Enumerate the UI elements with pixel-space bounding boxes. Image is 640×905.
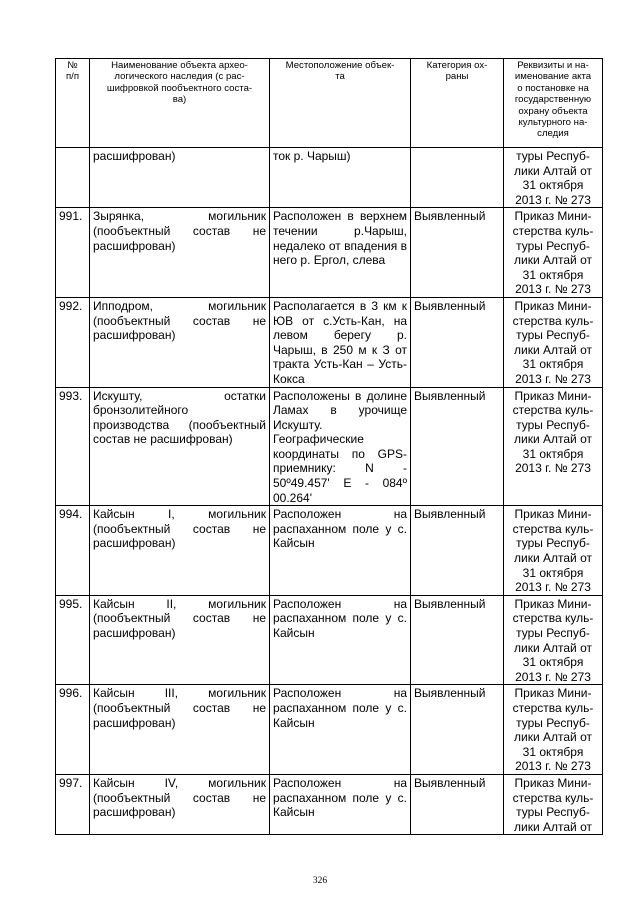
row-object-name: Кайсын IV, могильник (пообъектный состав не расшифрован): [90, 774, 270, 834]
header-number: № п/п: [56, 59, 90, 148]
row-requisites: Приказ Мини- стерства куль- туры Респуб- лики Алтай от: [504, 774, 603, 834]
row-location: ток р. Чарыш): [270, 148, 411, 208]
row-number: [56, 148, 90, 208]
row-location: Расположен на распаханном поле у с. Кайсын: [270, 595, 411, 685]
row-location: Расположены в долине Ламах в урочище Искушту. Географические координаты по GPS-приемнику: N - 50º49.457' E - 084º 00.264': [270, 387, 411, 506]
table-row: [56, 774, 603, 834]
row-object-name: Зырянка, могильник (пообъектный состав не расшифрован): [90, 208, 270, 298]
row-category: Выявленный: [411, 387, 504, 506]
row-location: Расположен в верхнем течении р.Чарыш, недалеко от впадения в него р. Ергол, слева: [270, 208, 411, 298]
table-row: [56, 208, 603, 298]
row-number: 992.: [56, 297, 90, 387]
row-number: 996.: [56, 685, 90, 775]
row-location: Расположен на распаханном поле у с. Кайсын: [270, 685, 411, 775]
row-object-name: Кайсын I, могильник (пообъектный состав не расшифрован): [90, 506, 270, 596]
table-body: [56, 148, 603, 835]
row-object-name: расшифрован): [90, 148, 270, 208]
table-row: [56, 387, 603, 506]
heritage-registry-table: [55, 58, 603, 835]
continuation-row: [56, 148, 603, 208]
header-requisites: Реквизиты и на- именование акта о постановке на государственную охрану объекта культурного на- следия: [504, 59, 603, 148]
row-category: Выявленный: [411, 774, 504, 834]
row-requisites: Приказ Мини- стерства куль- туры Респуб- лики Алтай от 31 октября 2013 г. № 273: [504, 685, 603, 775]
row-location: Расположен на распаханном поле у с. Кайсын: [270, 774, 411, 834]
row-requisites: Приказ Мини- стерства куль- туры Респуб- лики Алтай от 31 октября 2013 г. № 273: [504, 387, 603, 506]
row-number: 997.: [56, 774, 90, 834]
row-category: [411, 148, 504, 208]
header-location: Местоположение объек- та: [270, 59, 411, 148]
row-requisites: Приказ Мини- стерства куль- туры Респуб- лики Алтай от 31 октября 2013 г. № 273: [504, 506, 603, 596]
row-object-name: Ипподром, могильник (пообъектный состав не расшифрован): [90, 297, 270, 387]
row-location: Располагается в 3 км к ЮВ от с.Усть-Кан, на левом берегу р. Чарыш, в 250 м к З от тракта Усть-Кан – Усть-Кокса: [270, 297, 411, 387]
table-row: [56, 297, 603, 387]
row-requisites: Приказ Мини- стерства куль- туры Респуб- лики Алтай от 31 октября 2013 г. № 273: [504, 297, 603, 387]
row-object-name: Кайсын III, могильник (пообъектный состав не расшифрован): [90, 685, 270, 775]
row-category: Выявленный: [411, 208, 504, 298]
table-row: [56, 595, 603, 685]
table-header: [56, 59, 603, 148]
row-requisites: туры Респуб- лики Алтай от 31 октября 2013 г. № 273: [504, 148, 603, 208]
row-number: 994.: [56, 506, 90, 596]
row-category: Выявленный: [411, 297, 504, 387]
row-number: 991.: [56, 208, 90, 298]
row-number: 995.: [56, 595, 90, 685]
row-location: Расположен на распаханном поле у с. Кайсын: [270, 506, 411, 596]
row-category: Выявленный: [411, 506, 504, 596]
row-object-name: Кайсын II, могильник (пообъектный состав не расшифрован): [90, 595, 270, 685]
row-object-name: Искушту, остатки бронзолитейного производства (пообъектный состав не расшифрован): [90, 387, 270, 506]
row-category: Выявленный: [411, 685, 504, 775]
row-requisites: Приказ Мини- стерства куль- туры Респуб- лики Алтай от 31 октября 2013 г. № 273: [504, 595, 603, 685]
row-number: 993.: [56, 387, 90, 506]
row-requisites: Приказ Мини- стерства куль- туры Респуб- лики Алтай от 31 октября 2013 г. № 273: [504, 208, 603, 298]
table-row: [56, 506, 603, 596]
header-category: Категория ох- раны: [411, 59, 504, 148]
page-number: 326: [312, 876, 328, 886]
table-row: [56, 685, 603, 775]
row-category: Выявленный: [411, 595, 504, 685]
header-object-name: Наименование объекта архео- логического наследия (с рас- шифровкой пообъектного соста- ва): [90, 59, 270, 148]
header-row: [56, 59, 603, 148]
